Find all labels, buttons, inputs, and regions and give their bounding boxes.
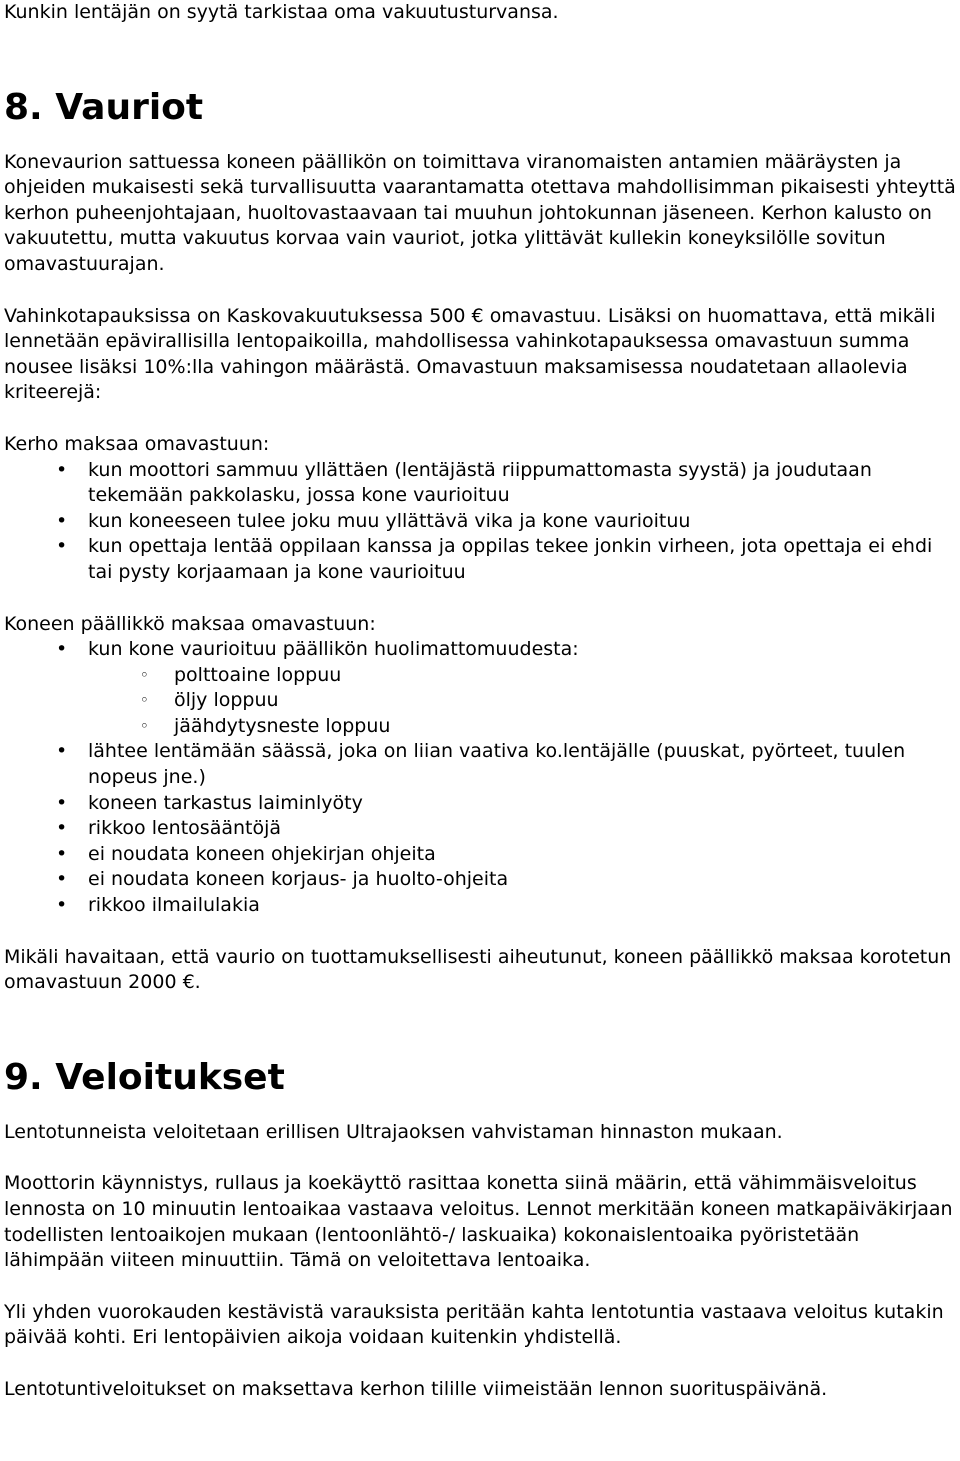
list-item: • koneen tarkastus laiminlyöty <box>4 791 960 817</box>
section-8-paragraph-1: Konevaurion sattuessa koneen päällikön on toimittava viranomaisten antamien määräysten ja ohjeiden mukaisesti sekä turvallisuutta vaarantamatta otettava mahdollisimman pikaisesti yhteyttä kerhon puheenjohtajaan, huoltovastaavaan tai muuhun johtokunnan jäseneen. Kerhon kalusto on vakuutettu, mutta vakuutus korvaa vain vauriot, jotka ylittävät kullekin koneyksilölle sovitun omavastuurajan. <box>4 150 956 275</box>
list-item: • lähtee lentämään säässä, joka on liian vaativa ko.lentäjälle (puuskat, pyörteet, tuulen nopeus jne.) <box>4 739 960 790</box>
list-item: • rikkoo ilmailulakia <box>4 893 960 919</box>
section-8-heading: 8. Vauriot <box>4 86 204 128</box>
club-pays-label: Kerho maksaa omavastuun: <box>4 432 270 455</box>
section-9-paragraph-1: Lentotunneista veloitetaan erillisen Ultrajaoksen vahvistaman hinnaston mukaan. <box>4 1120 783 1143</box>
section-8-paragraph-3: Mikäli havaitaan, että vaurio on tuottamuksellisesti aiheutunut, koneen päällikkö maksaa korotetun omavastuun 2000 €. <box>4 945 952 994</box>
list-item: • kun koneeseen tulee joku muu yllättävä vika ja kone vaurioituu <box>4 509 960 535</box>
list-item: • ei noudata koneen ohjekirjan ohjeita <box>4 842 960 868</box>
list-item: • rikkoo lentosääntöjä <box>4 816 960 842</box>
section-9-paragraph-3: Yli yhden vuorokauden kestävistä varauksista peritään kahta lentotuntia vastaava veloitus kutakin päivää kohti. Eri lentopäivien aikoja voidaan kuitenkin yhdistellä. <box>4 1300 944 1349</box>
sub-list-item: ◦ polttoaine loppuu <box>4 663 960 689</box>
section-9-paragraph-2: Moottorin käynnistys, rullaus ja koekäyttö rasittaa konetta siinä määrin, että vähimmäisveloitus lennosta on 10 minuutin lentoaikaa vastaava veloitus. Lennot merkitään koneen matkapäiväkirjaan todellisten lentoaikojen mukaan (lentoonlähtö-/ laskuaika) kokonaislentoaika pyöristetään lähimpään viiteen minuuttiin. Tämä on veloitettava lentoaika. <box>4 1172 953 1272</box>
list-item: • ei noudata koneen korjaus- ja huolto-ohjeita <box>4 867 960 893</box>
sub-list-item: ◦ jäähdytysneste loppuu <box>4 714 960 740</box>
list-item: • kun kone vaurioituu päällikön huolimattomuudesta: <box>4 637 960 663</box>
intro-line: Kunkin lentäjän on syytä tarkistaa oma vakuutusturvansa. <box>4 1 559 23</box>
section-9-paragraph-4: Lentotuntiveloitukset on maksettava kerhon tilille viimeistään lennon suorituspäivänä. <box>4 1377 828 1400</box>
captain-pays-label: Koneen päällikkö maksaa omavastuun: <box>4 612 376 635</box>
list-item: • kun moottori sammuu yllättäen (lentäjästä riippumattomasta syystä) ja joudutaan tekemään pakkolasku, jossa kone vaurioituu <box>4 458 960 509</box>
list-item: • kun opettaja lentää oppilaan kanssa ja oppilas tekee jonkin virheen, jota opettaja ei ehdi tai pysty korjaamaan ja kone vaurioituu <box>4 534 960 585</box>
club-pays-list <box>4 458 960 586</box>
section-8-paragraph-2: Vahinkotapauksissa on Kaskovakuutuksessa 500 € omavastuu. Lisäksi on huomattava, että mikäli lennetään epävirallisilla lentopaikoilla, mahdollisessa vahinkotapauksessa omavastuun summa nousee lisäksi 10%:lla vahingon määrästä. Omavastuun maksamisessa noudatetaan allaolevia kriteerejä: <box>4 304 936 404</box>
sub-list-item: ◦ öljy loppuu <box>4 688 960 714</box>
document-page <box>4 0 960 1403</box>
captain-pays-list <box>4 637 960 919</box>
section-9-heading: 9. Veloitukset <box>4 1056 285 1098</box>
